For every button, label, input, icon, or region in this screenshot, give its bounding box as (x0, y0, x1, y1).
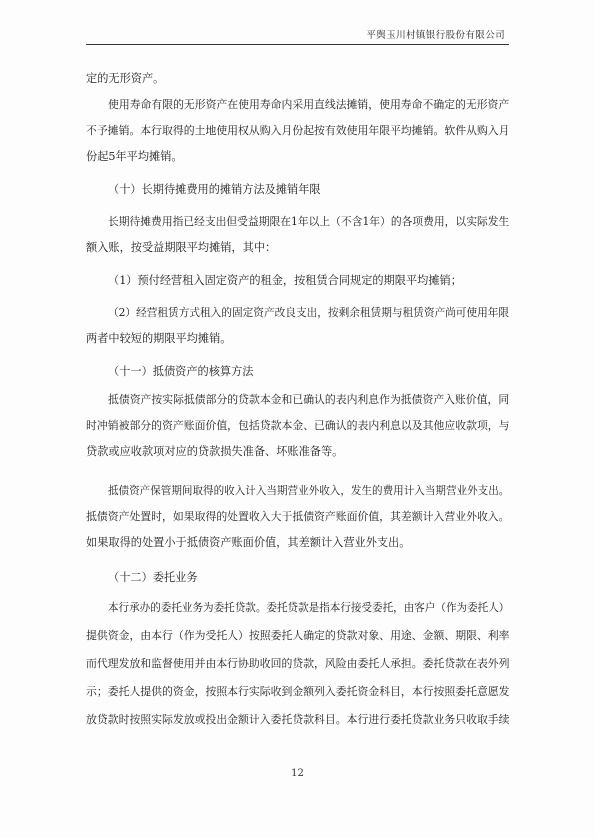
body-line: （2）经营租赁方式租入的固定资产改良支出，按剩余租赁期与租赁资产尚可使用年限 (108, 306, 510, 319)
section-heading: （十二）委托业务 (108, 571, 198, 584)
body-line: 长期待摊费用指已经支出但受益期限在1年以上（不含1年）的各项费用，以实际发生 (108, 215, 510, 228)
body-line: 如果取得的处置小于抵债资产账面价值，其差额计入营业外支出。 (86, 536, 411, 549)
header-company-name: 平舆玉川村镇银行股份有限公司 (366, 30, 505, 41)
body-line: 两者中较短的期限平均摊销。 (86, 332, 232, 345)
body-line: 份起5年平均摊销。 (86, 150, 183, 163)
body-line: 而代理发放和监督使用并由本行协助收回的贷款，风险由委托人承担。委托贷款在表外列 (86, 657, 510, 670)
body-line: 使用寿命有限的无形资产在使用寿命内采用直线法摊销，使用寿命不确定的无形资产 (108, 98, 510, 111)
section-heading: （十）长期待摊费用的摊销方法及摊销年限 (108, 183, 321, 196)
body-line: 定的无形资产。 (86, 72, 165, 85)
body-line: 抵债资产处置时，如果取得的处置收入大于抵债资产账面价值，其差额计入营业外收入。 (86, 510, 510, 523)
body-line: 不予摊销。本行取得的土地使用权从购入月份起按有效使用年限平均摊销。软件从购入月 (86, 124, 510, 137)
body-line: 贷款或应收款项对应的贷款损失准备、坏账准备等。 (86, 445, 344, 458)
body-line: 放贷款时按照实际发放或投出金额计入委托贷款科目。本行进行委托贷款业务只收取手续 (86, 713, 510, 726)
body-line: 示；委托人提供的资金，按照本行实际收到金额列入委托资金科目，本行按照委托意愿发 (86, 685, 510, 698)
section-heading: （十一）抵债资产的核算方法 (108, 365, 254, 378)
body-line: 本行承办的委托业务为委托贷款。委托贷款是指本行接受委托，由客户（作为委托人） (108, 602, 510, 614)
page-number: 12 (291, 768, 304, 779)
body-line: （1）预付经营租入固定资产的租金，按租赁合同规定的期限平均摊销； (108, 274, 462, 287)
header-divider (86, 44, 509, 45)
body-line: 抵债资产按实际抵债部分的贷款本金和已确认的表内利息作为抵债资产入账价值，同 (108, 393, 510, 406)
body-line: 抵债资产保管期间取得的收入计入当期营业外收入，发生的费用计入当期营业外支出。 (108, 485, 510, 497)
body-line: 提供资金，由本行（作为受托人）按照委托人确定的贷款对象、用途、金额、期限、利率 (86, 629, 510, 642)
body-line: 时冲销被部分的资产账面价值，包括贷款本金、已确认的表内利息以及其他应收款项，与 (86, 419, 510, 432)
body-line: 额入账，按受益期限平均摊销，其中： (86, 241, 277, 254)
